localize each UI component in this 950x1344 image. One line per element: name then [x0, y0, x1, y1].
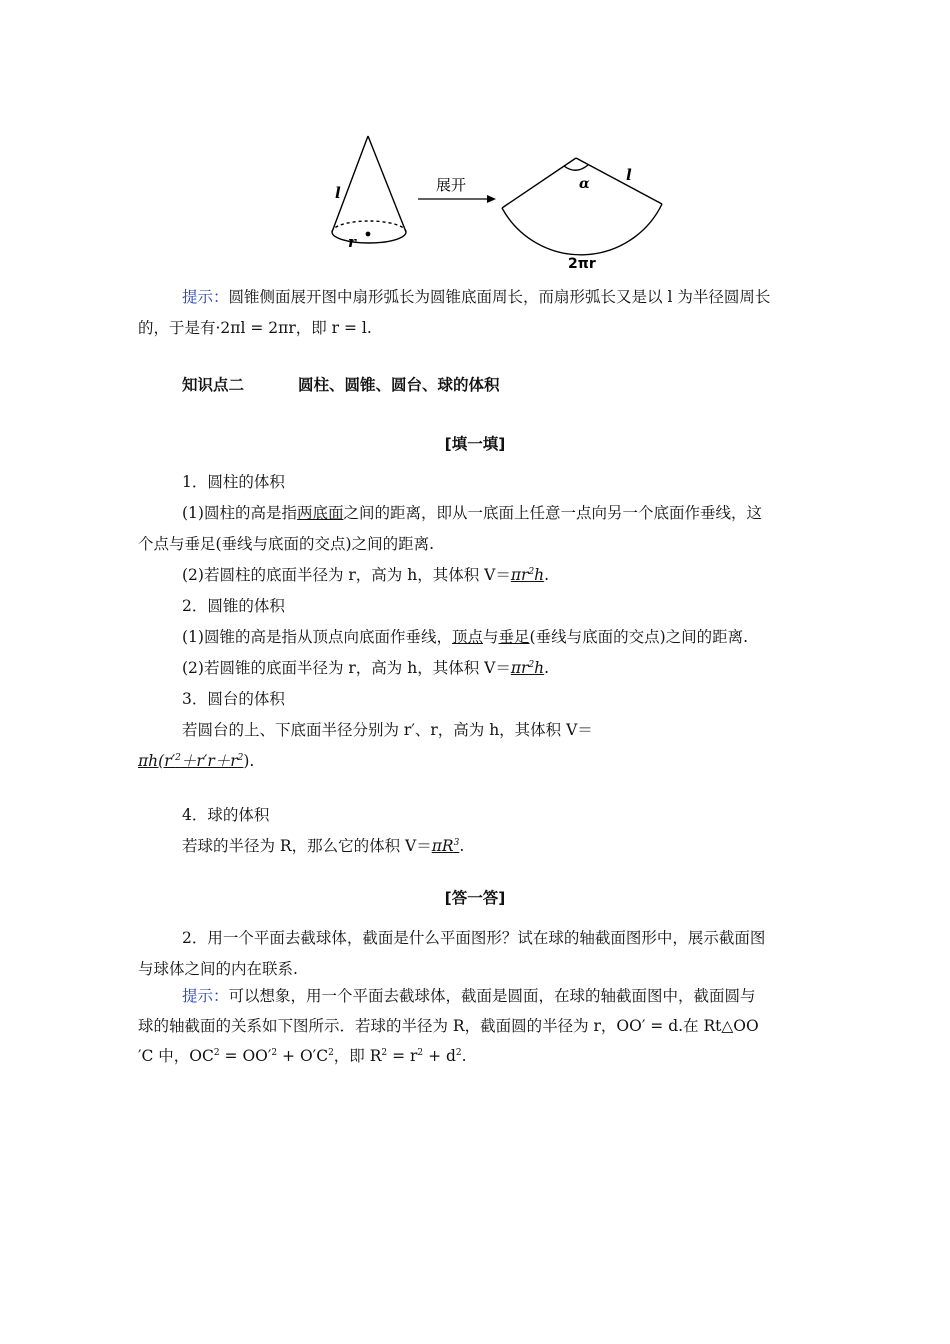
frustum-title: 3．圆台的体积	[182, 690, 285, 708]
hint1-line1	[182, 287, 814, 307]
hint2-line3: ′C 中，$OC^2 = OO'^2 + O'C^2$，即 $R^2 = r^2 + d^2$.	[138, 1047, 467, 1065]
cone-center-dot	[366, 232, 371, 237]
cone-volume-answer: $\pi r^2h$	[510, 659, 545, 677]
cone-height-def	[182, 627, 748, 647]
sphere-volume-pre: 若球的半径为 R，那么它的体积 V＝	[182, 837, 432, 855]
cylinder-height-def	[182, 503, 762, 523]
section-title: 圆柱、圆锥、圆台、球的体积	[298, 376, 500, 394]
cylinder-def-pre: (1)圆柱的高是指	[182, 504, 297, 522]
hint2-label: 提示：	[182, 987, 229, 1005]
cone-drawing	[332, 136, 406, 243]
sector-angle-label: α	[579, 176, 590, 192]
unfold-arrow	[418, 195, 496, 203]
sector-drawing	[502, 158, 662, 255]
section-number: 知识点二	[182, 376, 245, 394]
fill-heading: [填一填]	[444, 435, 506, 453]
cylinder-volume: (2)若圆柱的底面半径为 r，高为 h，其体积 $V=\pi r^2h$.	[182, 566, 550, 584]
question2-line1: 2．用一个平面去截球体，截面是什么平面图形？试在球的轴截面图形中，展示截面图	[182, 929, 766, 947]
cone-def-answer-2: 垂足	[498, 628, 530, 646]
cone-volume: (2)若圆锥的底面半径为 r，高为 h，其体积 $V=\pi r^2h$.	[182, 659, 550, 677]
sector-arc-label: 2πr	[568, 256, 596, 272]
cone-def-post: (垂线与底面的交点)之间的距离.	[529, 628, 749, 646]
hint1-line2: 的，于是有·2πl = 2πr，即 r = l.	[138, 319, 372, 337]
cone-def-answer-1: 顶点	[451, 628, 483, 646]
cylinder-volume-answer: $\pi r^2h$	[510, 566, 545, 584]
sphere-volume-end: .	[459, 837, 465, 855]
cylinder-def-answer: 两底面	[296, 504, 344, 522]
cone-slant-label: l	[335, 184, 341, 202]
hint2-text-1: 可以想象，用一个平面去截球体，截面是圆面，在球的轴截面图中，截面圆与	[228, 987, 756, 1005]
cylinder-title: 1．圆柱的体积	[182, 473, 285, 491]
cone-volume-pre: (2)若圆锥的底面半径为 r，高为 h，其体积 V＝	[182, 659, 511, 677]
cylinder-volume-pre: (2)若圆柱的底面半径为 r，高为 h，其体积 V＝	[182, 566, 511, 584]
cone-radius-label: r	[348, 233, 356, 251]
cone-title: 2．圆锥的体积	[182, 597, 285, 615]
question2-line2: 与球体之间的内在联系.	[138, 960, 298, 978]
answer-heading: [答一答]	[444, 889, 506, 907]
frustum-volume-line2	[138, 751, 254, 771]
frustum-volume-end: ).	[243, 752, 255, 770]
cone-unfolding-figure	[326, 128, 671, 278]
unfold-arrow-label: 展开	[436, 176, 467, 194]
cone-def-mid: 与	[482, 628, 499, 646]
frustum-volume-answer: $\pi h(r'^2+r'r+r^2$	[138, 752, 244, 770]
frustum-volume-line1: 若圆台的上、下底面半径分别为 r′、r，高为 h，其体积 V＝	[182, 721, 593, 739]
cylinder-height-def-cont: 个点与垂足(垂线与底面的交点)之间的距离.	[138, 535, 435, 553]
hint2-line1	[182, 986, 756, 1006]
cone-def-pre: (1)圆锥的高是指从顶点向底面作垂线，	[182, 628, 452, 646]
sphere-title: 4．球的体积	[182, 806, 270, 824]
hint1-label: 提示：	[182, 288, 229, 306]
hint1-text-1: 圆锥侧面展开图中扇形弧长为圆锥底面周长，而扇形弧长又是以 l 为半径圆周长	[228, 288, 771, 306]
hint2-line2: 球的轴截面的关系如下图所示．若球的半径为 R，截面圆的半径为 r，OO′ = d.在 Rt△OO	[138, 1017, 759, 1035]
sphere-volume-answer: $\pi R^3$	[431, 837, 460, 855]
cylinder-def-post: 之间的距离，即从一底面上任意一点向另一个底面作垂线，这	[343, 504, 762, 522]
sector-radius-label: l	[626, 166, 632, 184]
sphere-volume	[182, 836, 464, 856]
